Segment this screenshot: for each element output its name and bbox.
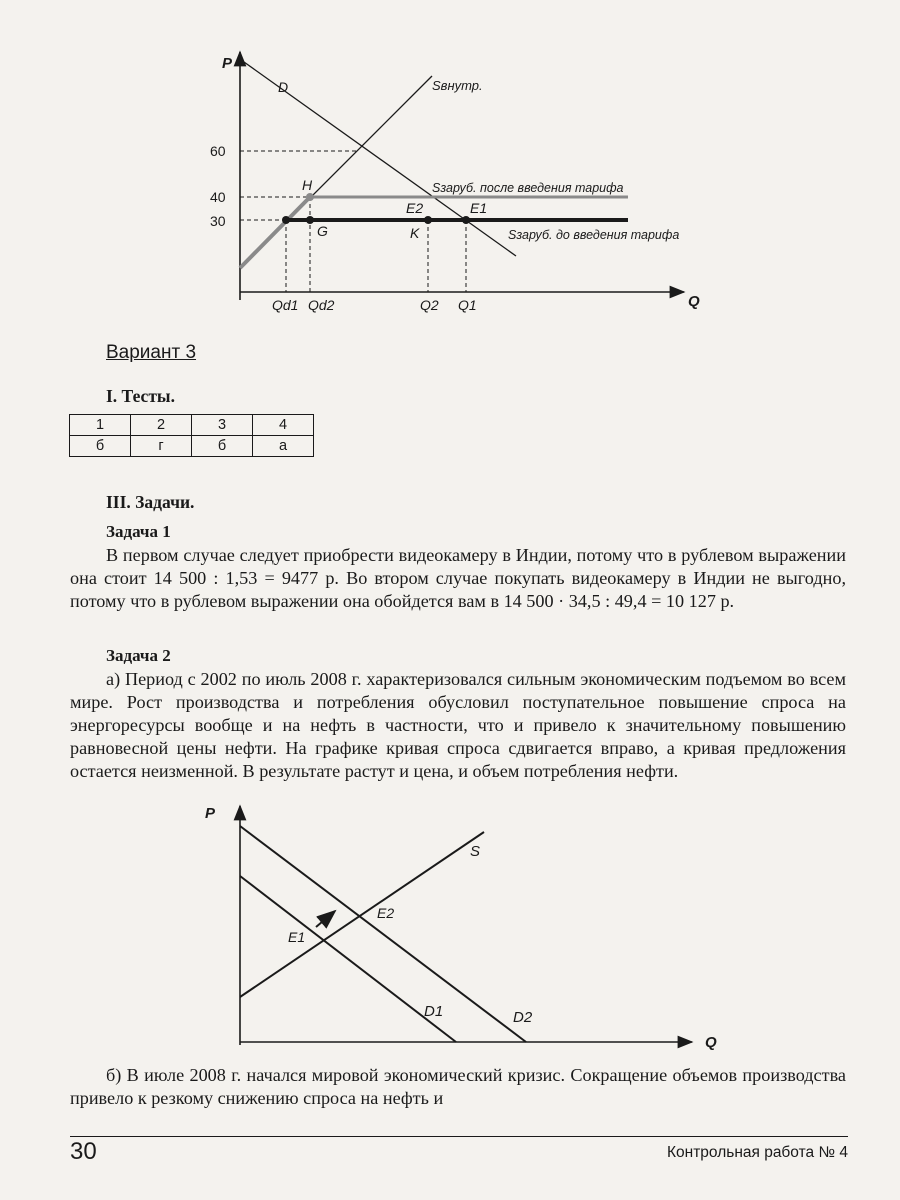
demand-d2-line [240,826,526,1042]
e1-label: E1 [288,929,306,945]
label-q2: Q2 [420,297,439,313]
point-qd1 [282,216,290,224]
tests-answer-table [69,414,314,457]
label-qd1: Qd1 [272,297,299,313]
point-g [306,216,314,224]
point-k [424,216,432,224]
y-tick-30: 30 [210,213,226,229]
table-cell: 1 [70,415,131,436]
grey-supply-segment [240,197,310,268]
label-q1: Q1 [458,297,477,313]
task2-title: Задача 2 [106,646,171,665]
table-cell: б [70,436,131,457]
table-cell: 2 [131,415,192,436]
label-h: H [302,177,313,193]
demand-shift-chart [0,795,900,1060]
footer-divider [70,1136,848,1137]
p-axis-label: P [222,55,233,72]
domestic-supply-label: Sвнутр. [432,78,483,93]
table-cell: г [131,436,192,457]
tariff-chart [0,0,900,330]
y-tick-60: 60 [210,143,226,159]
footer-title: Контрольная работа № 4 [666,1144,848,1161]
p-axis-label: P [205,805,216,822]
supply-line [240,832,484,997]
task1-text: В первом случае следует приобрести видеокамеру в Индии, потому что в рублевом выражении она стоит 14 500 : 1,53 = 9477 р. Во втором случае покупать видеокамеру в Индии не выгодно, потому что в рублевом выражении она обойдется вам в 14 500 · 34,5 : 49,4 = 10 127 р. [70,545,846,611]
point-e1 [462,216,470,224]
supply-after-tariff-label: Sзаруб. после введения тарифа [432,181,624,195]
task2-text-a: а) Период с 2002 по июль 2008 г. характеризовался сильным экономическим подъемом во всем мире. Рост производства и потребления обусловил поступательное повышение спроса на энергоресурсы вообще и на нефть в частности, что и привело к значительному повышению равновесной цены нефти. На графике кривая спроса сдвигается вправо, а кривая предложения остается неизменной. В результате растут и цена, и объем потребления нефти. [70,669,846,781]
table-cell: 4 [253,415,314,436]
table-cell: б [192,436,253,457]
page-number: 30 [70,1138,97,1165]
table-cell: а [253,436,314,457]
label-e2: E2 [406,200,424,216]
table-cell: 3 [192,415,253,436]
q-axis-label: Q [688,293,700,310]
e2-label: E2 [377,905,395,921]
tests-heading: I. Тесты. [106,386,175,406]
y-tick-40: 40 [210,189,226,205]
label-k: K [410,225,420,241]
task1-title: Задача 1 [106,522,171,541]
demand-label: D [278,79,289,95]
table-row [70,415,314,436]
label-e1: E1 [470,200,488,216]
shift-arrow [316,911,335,927]
d1-label: D1 [424,1003,444,1020]
table-row [70,436,314,457]
point-h [306,193,314,201]
task2-text-b: б) В июле 2008 г. начался мировой экономический кризис. Сокращение объемов производства привело к резкому снижению спроса на нефть и [70,1065,846,1108]
tasks-heading: III. Задачи. [106,492,195,512]
supply-before-tariff-label: Sзаруб. до введения тарифа [508,228,680,242]
label-qd2: Qd2 [308,297,335,313]
label-g: G [317,223,328,239]
d2-label: D2 [513,1009,533,1026]
supply-label: S [470,843,481,860]
q-axis-label: Q [705,1034,717,1051]
variant-heading: Вариант 3 [106,342,197,363]
